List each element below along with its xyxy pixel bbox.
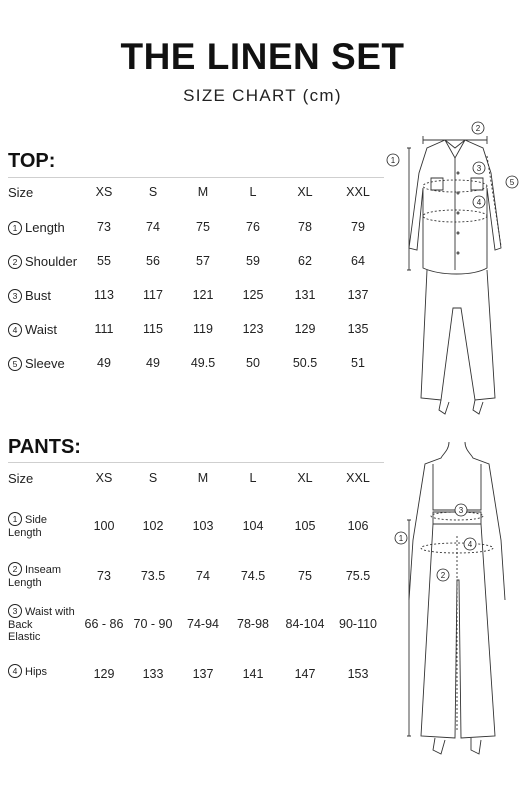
top-size-col-header: XL xyxy=(297,185,313,199)
pants-row-label-text: Elastic xyxy=(8,631,41,643)
pants-section-rule xyxy=(8,462,384,463)
top-row-number-icon: 2 xyxy=(8,255,22,269)
pants-table-cell: 74-94 xyxy=(187,617,219,631)
pants-table-cell: 102 xyxy=(142,519,164,533)
pants-table-cell: 141 xyxy=(242,667,264,681)
top-row-label xyxy=(8,220,65,235)
top-table-cell: 49 xyxy=(97,356,111,370)
top-table-cell: 74 xyxy=(146,220,160,234)
pants-table-cell: 153 xyxy=(347,667,369,681)
pants-size-col-header: L xyxy=(249,471,257,485)
top-row-label-text: Shoulder xyxy=(25,254,78,269)
top-row-label-text: Waist xyxy=(25,322,58,337)
pants-marker-1: 1 xyxy=(398,534,404,543)
top-marker-1: 1 xyxy=(390,156,396,165)
top-table-cell: 131 xyxy=(294,288,316,302)
top-size-col-header: XXL xyxy=(346,185,370,199)
top-section-title: TOP: xyxy=(8,150,56,172)
top-table-cell: 49.5 xyxy=(190,356,216,370)
pants-size-col-header: M xyxy=(197,471,209,485)
pants-table-cell: 133 xyxy=(142,667,164,681)
pants-table-cell: 105 xyxy=(294,519,316,533)
pants-table-cell: 74.5 xyxy=(240,569,266,583)
top-garment-illustration xyxy=(383,118,523,428)
page-title: THE LINEN SET xyxy=(120,36,405,77)
pants-size-col-header: XXL xyxy=(346,471,370,485)
top-row-number-icon: 1 xyxy=(8,221,22,235)
pants-table-cell: 106 xyxy=(347,519,369,533)
pants-row-number-icon: 4 xyxy=(8,664,22,678)
top-section-rule xyxy=(8,177,384,178)
top-row-label xyxy=(8,288,51,303)
pants-table-cell: 147 xyxy=(294,667,316,681)
top-size-header: Size xyxy=(8,185,34,200)
pants-table-cell: 84-104 xyxy=(285,617,325,631)
pants-table-cell: 66 - 86 xyxy=(84,617,124,631)
pants-table-cell: 70 - 90 xyxy=(133,617,173,631)
pants-row-number-icon: 3 xyxy=(8,604,22,618)
pants-size-col-header: XS xyxy=(95,471,113,485)
pants-row-label-text: Inseam xyxy=(25,564,62,576)
top-size-col-header: M xyxy=(197,185,209,199)
top-row-label-text: Sleeve xyxy=(25,356,65,371)
top-marker-2: 2 xyxy=(475,124,481,133)
top-row-label-text: Bust xyxy=(25,288,52,303)
pants-section-title: PANTS: xyxy=(8,436,81,458)
pants-table-cell: 129 xyxy=(93,667,115,681)
top-table-cell: 115 xyxy=(143,322,163,336)
top-table-cell: 135 xyxy=(347,322,369,336)
pants-table-cell: 103 xyxy=(192,519,214,533)
pants-row-label-text: Back xyxy=(8,618,33,631)
top-row-label xyxy=(8,322,57,337)
pants-table-cell: 100 xyxy=(93,519,115,533)
top-row-number-icon: 3 xyxy=(8,289,22,303)
top-row-label-text: Length xyxy=(25,220,65,235)
pants-size-header: Size xyxy=(8,471,34,486)
top-table-cell: 125 xyxy=(242,288,264,302)
top-row-number-icon: 4 xyxy=(8,323,22,337)
pants-table-cell: 73 xyxy=(97,569,111,583)
pants-table-cell: 74 xyxy=(196,569,210,583)
top-marker-4: 4 xyxy=(476,198,482,207)
top-row-number-icon: 5 xyxy=(8,357,22,371)
pants-row-label-text: Length xyxy=(8,526,42,539)
top-marker-3: 3 xyxy=(476,164,482,173)
pants-table-cell: 78-98 xyxy=(237,617,269,631)
top-table-cell: 75 xyxy=(196,220,210,234)
top-size-col-header: L xyxy=(249,185,257,199)
top-table-cell: 62 xyxy=(298,254,312,268)
pants-table-cell: 137 xyxy=(192,667,214,681)
top-table-cell: 78 xyxy=(298,220,312,234)
pants-row-number-icon: 2 xyxy=(8,562,22,576)
pants-table-cell: 75 xyxy=(298,569,312,583)
pants-garment-illustration xyxy=(383,440,523,760)
top-table-cell: 50.5 xyxy=(292,356,318,370)
top-table-cell: 50 xyxy=(246,356,260,370)
top-table-cell: 76 xyxy=(246,220,260,234)
pants-table-cell: 73.5 xyxy=(140,569,166,583)
top-size-col-header: S xyxy=(148,185,158,199)
top-table-cell: 129 xyxy=(294,322,316,336)
pants-row-label-text: Hips xyxy=(25,666,48,678)
pants-table-cell: 90-110 xyxy=(339,617,377,631)
top-table-cell: 117 xyxy=(143,288,163,302)
pants-marker-3: 3 xyxy=(458,506,464,515)
pants-row-label-text: Side xyxy=(25,514,48,526)
pants-row-label-text: Waist with xyxy=(25,606,75,618)
top-table-cell: 79 xyxy=(351,220,365,234)
top-table-cell: 55 xyxy=(97,254,111,268)
top-table-cell: 111 xyxy=(94,322,114,336)
top-table-cell: 121 xyxy=(192,288,214,302)
pants-table-cell: 75.5 xyxy=(345,569,371,583)
page-subtitle: SIZE CHART (cm) xyxy=(183,86,342,105)
top-table-cell: 113 xyxy=(94,288,114,302)
pants-row-label-line xyxy=(8,631,88,644)
top-row-label xyxy=(8,254,77,269)
top-marker-5: 5 xyxy=(509,178,515,187)
pants-size-col-header: S xyxy=(148,471,158,485)
top-table-cell: 73 xyxy=(97,220,111,234)
pants-row-number-icon: 1 xyxy=(8,512,22,526)
pants-marker-2: 2 xyxy=(440,571,446,580)
pants-size-col-header: XL xyxy=(297,471,313,485)
top-table-cell: 59 xyxy=(246,254,260,268)
top-table-cell: 64 xyxy=(351,254,365,268)
top-table-cell: 119 xyxy=(193,322,213,336)
top-table-cell: 123 xyxy=(242,322,264,336)
top-table-cell: 56 xyxy=(146,254,160,268)
pants-table-cell: 104 xyxy=(242,519,264,533)
pants-marker-4: 4 xyxy=(467,540,473,549)
top-table-cell: 137 xyxy=(347,288,369,302)
top-size-col-header: XS xyxy=(95,185,113,199)
top-table-cell: 49 xyxy=(146,356,160,370)
top-row-label xyxy=(8,356,65,371)
top-table-cell: 57 xyxy=(196,254,210,268)
top-table-cell: 51 xyxy=(351,356,365,370)
pants-row-label-text: Length xyxy=(8,576,42,589)
